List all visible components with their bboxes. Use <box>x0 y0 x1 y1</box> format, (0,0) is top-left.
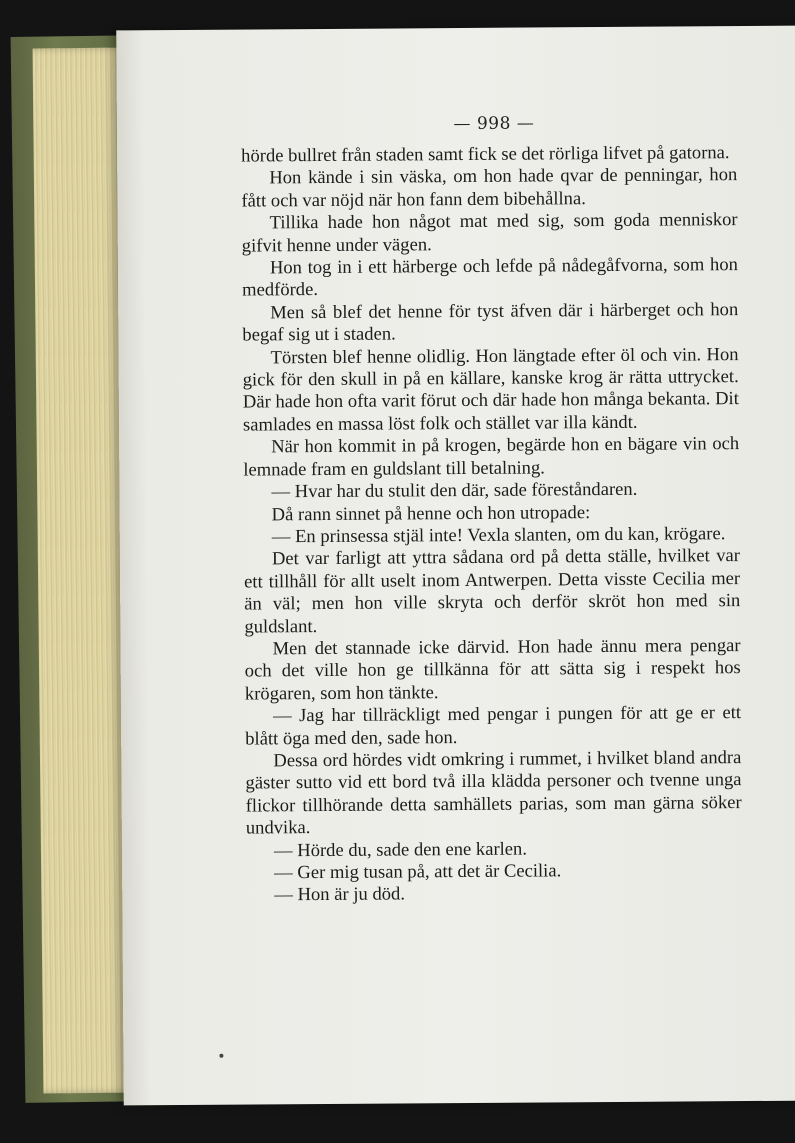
dialogue-line: — En prinsessa stjäl inte! Vexla slanten, om du kan, krögare. <box>271 523 726 548</box>
dialogue-line: — Ger mig tusan på, att det är Cecilia. <box>274 860 562 884</box>
paragraph: Det var farligt att yttra sådana ord på detta ställe, hvilket var ett tillhåll för allt uselt inom Antwerpen. Detta visste Cecilia mer än väl; men hon ville skryta och derför skröt hon med sin guldslant. <box>244 545 741 638</box>
book-page <box>116 26 795 1106</box>
paragraph: När hon kommit in på krogen, begärde hon en bägare vin och lemnade fram en guldslant till betalning. <box>243 433 740 481</box>
paragraph: Hon tog in i ett härberge och lefde på nådegåfvorna, som hon medförde. <box>242 254 738 301</box>
paragraph: Då rann sinnet på henne och hon utropade: <box>271 501 591 525</box>
dialogue-line: — Hörde du, sade den ene karlen. <box>273 838 528 861</box>
dialogue-line: — Jag har tillräckligt med pengar i pungen för att ge er ett blått öga med den, sade hon. <box>245 702 742 750</box>
page-number: — 998 — <box>453 113 535 135</box>
paragraph: Men så blef det henne för tyst äfven där i härberget och hon begaf sig ut i staden. <box>242 298 739 346</box>
paragraph: Törsten blef henne olidlig. Hon längtade efter öl och vin. Hon gick för den skull in på en källare, kanske krog är rätta uttrycket. Där hade hon ofta varit förut och där hade hon många bekanta. Dit samlades en massa löst folk och stället var illa kändt. <box>242 343 739 436</box>
paragraph: hörde bullret från staden samt fick se det rörliga lifvet på gatorna. <box>241 142 730 167</box>
paragraph: Hon kände i sin väska, om hon hade qvar de penningar, hon fått och var nöjd när hon fann dem bibehållna. <box>241 164 738 212</box>
paragraph: Tillika hade hon något mat med sig, som goda menniskor gifvit henne under vägen. <box>241 209 738 257</box>
dialogue-line: — Hon är ju död. <box>274 883 406 906</box>
paragraph: Men det stannade icke därvid. Hon hade ännu mera pengar och det ville hon ge tillkänna för att sätta sig i respekt hos krögaren, som hon tänkte. <box>244 635 741 705</box>
dialogue-line: — Hvar har du stulit den där, sade föreståndaren. <box>271 478 638 503</box>
paragraph: Dessa ord hördes vidt omkring i rummet, i hvilket bland andra gäster sutto vid ett bord två illa klädda personer och tvenne unga flickor tillhörande detta samhällets parias, som man gärna söker undvika. <box>245 747 742 839</box>
page-text <box>241 142 742 907</box>
ink-speck <box>219 1054 223 1058</box>
